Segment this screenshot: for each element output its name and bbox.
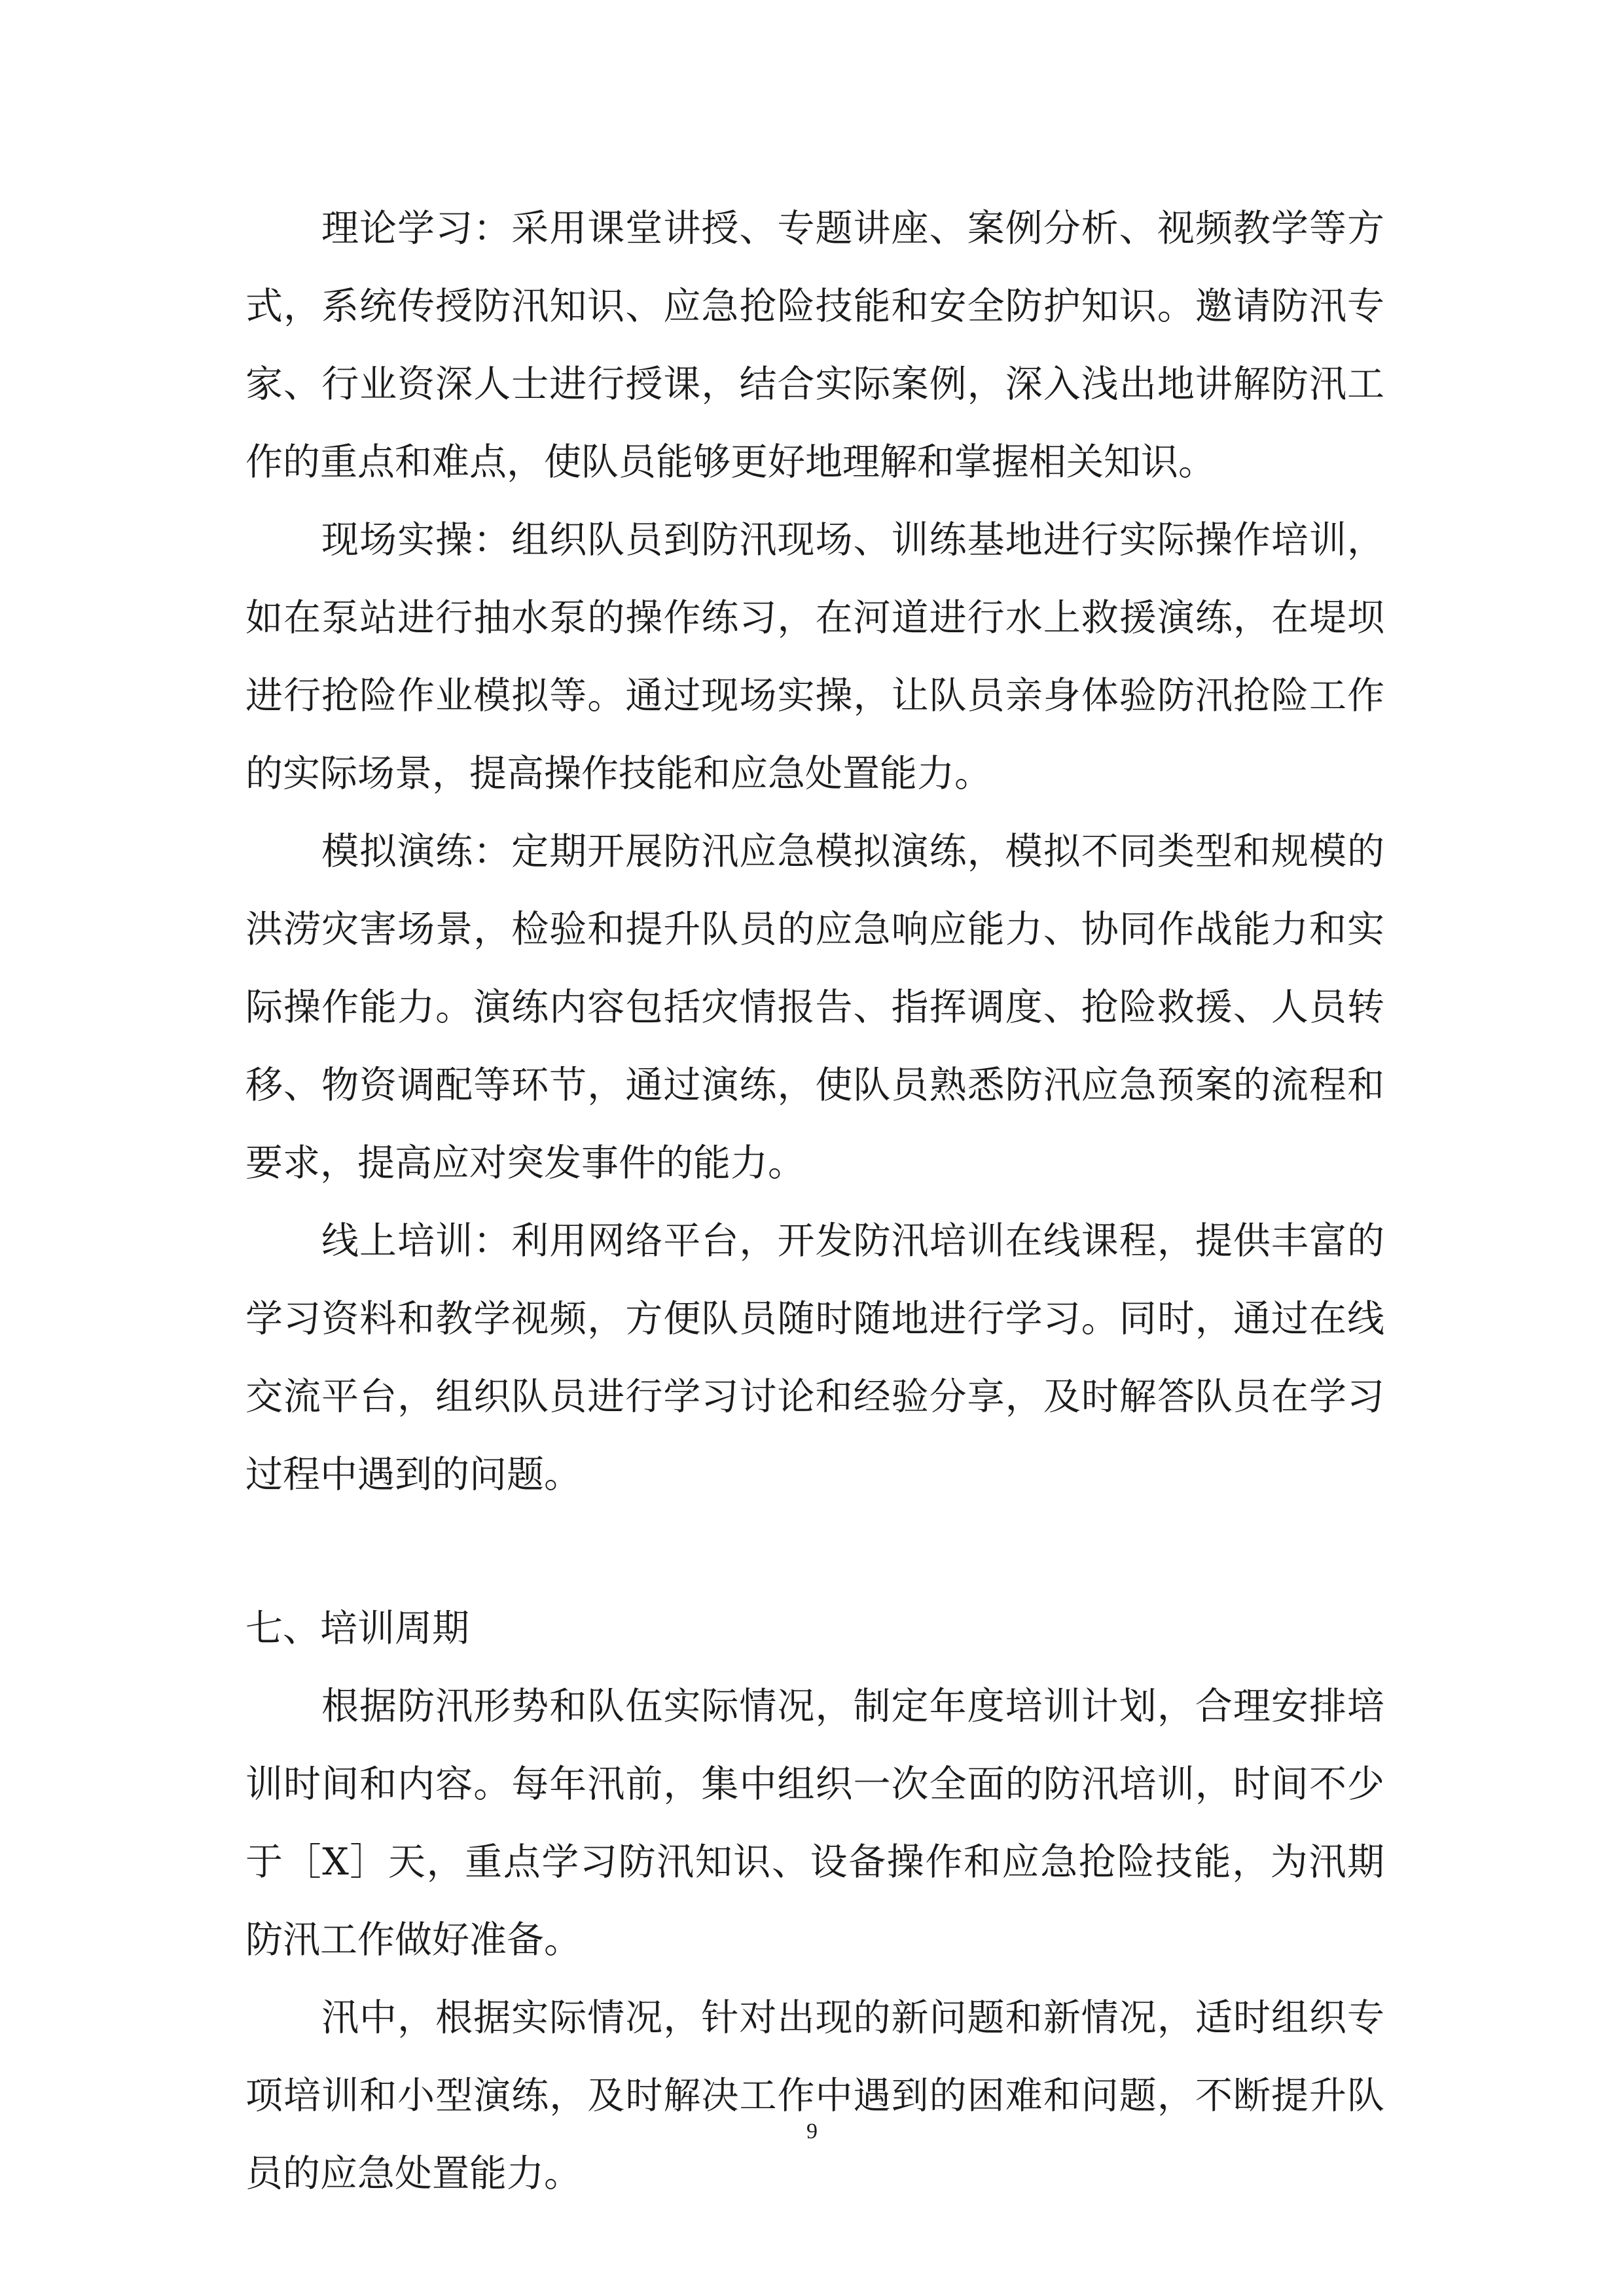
- paragraph-simulation-drill: 模拟演练：定期开展防汛应急模拟演练，模拟不同类型和规模的洪涝灾害场景，检验和提升队员的应急响应能力、协同作战能力和实际操作能力。演练内容包括灾情报告、指挥调度、抢险救援、人员转移、物资调配等环节，通过演练，使队员熟悉防汛应急预案的流程和要求，提高应对突发事件的能力。: [245, 830, 1384, 1185]
- paragraph-annual-plan: 根据防汛形势和队伍实际情况，制定年度培训计划，合理安排培训时间和内容。每年汛前，集中组织一次全面的防汛培训，时间不少于［X］天，重点学习防汛知识、设备操作和应急抢险技能，为汛期防汛工作做好准备。: [245, 1685, 1384, 1962]
- page-body: [245, 190, 1384, 2213]
- paragraph-flood-season: 汛中，根据实际情况，针对出现的新问题和新情况，适时组织专项培训和小型演练，及时解决工作中遇到的困难和问题，不断提升队员的应急处置能力。: [245, 1996, 1384, 2195]
- paragraph-online-training: 线上培训：利用网络平台，开发防汛培训在线课程，提供丰富的学习资料和教学视频，方便队员随时随地进行学习。同时，通过在线交流平台，组织队员进行学习讨论和经验分享，及时解答队员在学习过程中遇到的问题。: [245, 1219, 1384, 1496]
- page-number: 9: [806, 2119, 818, 2144]
- section-heading-training-cycle: 七、培训周期: [245, 1607, 469, 1650]
- paragraph-onsite-practice: 现场实操：组织队员到防汛现场、训练基地进行实际操作培训，如在泵站进行抽水泵的操作练习，在河道进行水上救援演练，在堤坝进行抢险作业模拟等。通过现场实操，让队员亲身体验防汛抢险工作的实际场景，提高操作技能和应急处置能力。: [245, 518, 1384, 795]
- paragraph-theory-study: 理论学习：采用课堂讲授、专题讲座、案例分析、视频教学等方式，系统传授防汛知识、应急抢险技能和安全防护知识。邀请防汛专家、行业资深人士进行授课，结合实际案例，深入浅出地讲解防汛工作的重点和难点，使队员能够更好地理解和掌握相关知识。: [245, 207, 1384, 484]
